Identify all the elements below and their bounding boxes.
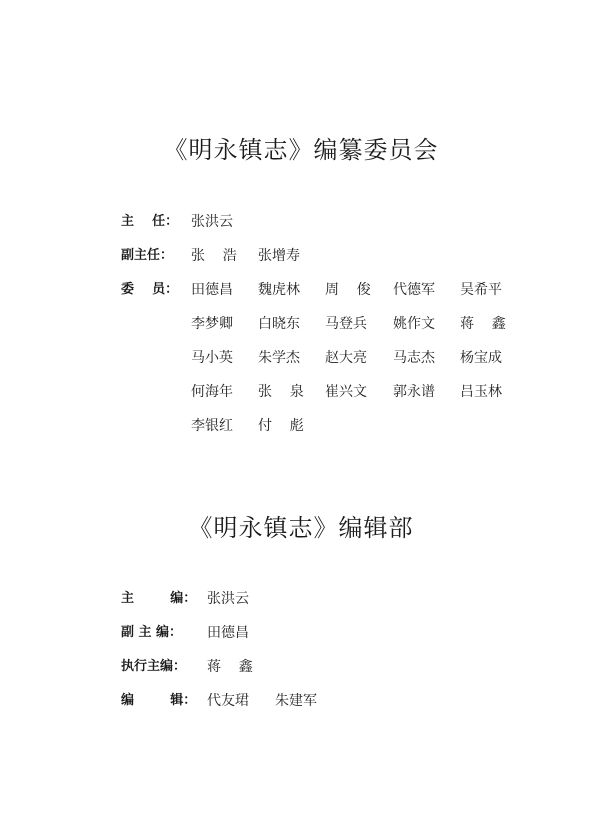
member-name: 代德军 xyxy=(393,282,435,298)
deputy-editor-name: 田德昌 xyxy=(207,625,249,641)
member-name: 周 俊 xyxy=(325,282,371,298)
members-label: 委 员： xyxy=(121,282,179,297)
exec-editor-label: 执行主编： xyxy=(121,659,187,674)
deputy-editor-label: 副 主 编： xyxy=(121,625,183,640)
member-name: 蒋 鑫 xyxy=(460,316,506,332)
deputy-director-name: 张增寿 xyxy=(258,248,300,264)
member-name: 郭永谱 xyxy=(393,384,435,400)
member-name: 吕玉林 xyxy=(460,384,502,400)
editor-name: 代友珺 xyxy=(207,693,249,709)
member-name: 马登兵 xyxy=(325,316,367,332)
member-name: 付 彪 xyxy=(258,418,304,434)
member-name: 马小英 xyxy=(191,350,233,366)
member-name: 张 泉 xyxy=(258,384,304,400)
deputy-director-name: 张 浩 xyxy=(191,248,237,264)
member-name: 朱学杰 xyxy=(258,350,300,366)
member-name: 吴希平 xyxy=(460,282,502,298)
editors-label: 编 辑： xyxy=(121,693,197,708)
member-name: 杨宝成 xyxy=(460,350,502,366)
member-name: 姚作文 xyxy=(393,316,435,332)
member-name: 白晓东 xyxy=(258,316,300,332)
editorial-title: 《明永镇志》编辑部 xyxy=(188,514,414,542)
exec-editor-name: 蒋 鑫 xyxy=(207,659,253,675)
member-name: 何海年 xyxy=(191,384,233,400)
editor-name: 朱建军 xyxy=(275,693,317,709)
chief-editor-label: 主 编： xyxy=(121,591,197,606)
member-name: 李梦卿 xyxy=(191,316,233,332)
member-name: 魏虎林 xyxy=(258,282,300,298)
member-name: 崔兴文 xyxy=(325,384,367,400)
deputy-director-label: 副主任： xyxy=(121,248,174,263)
director-name: 张洪云 xyxy=(191,214,233,230)
member-name: 赵大亮 xyxy=(325,350,367,366)
chief-editor-name: 张洪云 xyxy=(207,591,249,607)
director-label: 主 任： xyxy=(121,214,179,229)
member-name: 李银红 xyxy=(191,418,233,434)
committee-title: 《明永镇志》编纂委员会 xyxy=(163,136,439,164)
member-name: 田德昌 xyxy=(191,282,233,298)
member-name: 马志杰 xyxy=(393,350,435,366)
